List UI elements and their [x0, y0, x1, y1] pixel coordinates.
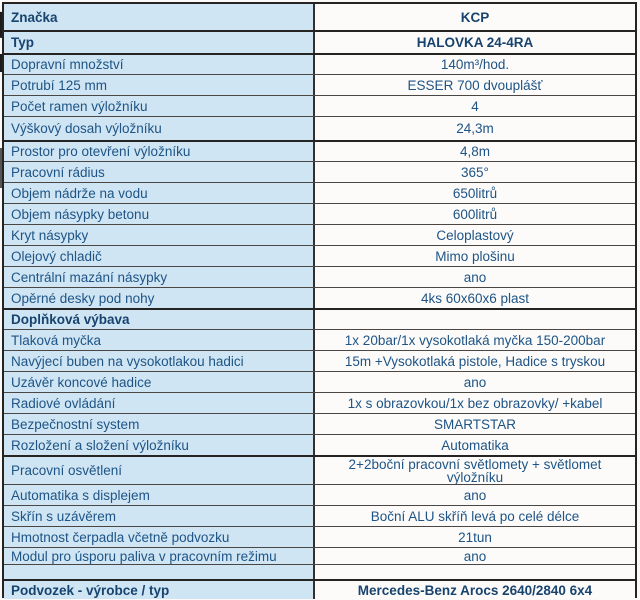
- spacer-label-cell: [4, 565, 315, 579]
- spec-value: 365°: [315, 162, 635, 182]
- table-row: [4, 547, 635, 564]
- spec-label: Automatika s displejem: [4, 485, 315, 505]
- spec-label: Hmotnost čerpadla včetně podvozku: [4, 527, 315, 547]
- spec-label: Skřín s uzávěrem: [4, 506, 315, 526]
- table-row: [4, 455, 635, 484]
- spec-label: Prostor pro otevření výložníku: [4, 142, 315, 161]
- spec-label-chassis: Podvozek - výrobce / typ: [4, 581, 315, 599]
- spec-value: 24,3m: [315, 117, 635, 140]
- spec-label: Centrální mazání násypky: [4, 267, 315, 287]
- spec-label: Potrubí 125 mm: [4, 75, 315, 95]
- spec-value-empty: [315, 310, 635, 329]
- spec-table: [2, 2, 637, 598]
- spec-label: Objem násypky betonu: [4, 204, 315, 224]
- spec-label: Kryt násypky: [4, 225, 315, 245]
- spec-value: SMARTSTAR: [315, 414, 635, 434]
- table-row: [4, 392, 635, 413]
- spec-label: Uzávěr koncové hadice: [4, 372, 315, 392]
- table-row: [4, 203, 635, 224]
- section-header-label: Doplňková výbava: [4, 310, 315, 329]
- spec-value: 4: [315, 96, 635, 116]
- spec-label: Olejový chladič: [4, 246, 315, 266]
- spec-label: Počet ramen výložníku: [4, 96, 315, 116]
- spec-label: Opěrné desky pod nohy: [4, 288, 315, 308]
- spec-value-chassis: Mercedes-Benz Arocs 2640/2840 6x4: [315, 581, 635, 599]
- table-row: [4, 526, 635, 547]
- spec-value: 600litrů: [315, 204, 635, 224]
- spec-value: 1x s obrazovkou/1x bez obrazovky/ +kabel: [315, 393, 635, 413]
- spec-label: Pracovní rádius: [4, 162, 315, 182]
- table-row: [4, 224, 635, 245]
- table-row: [4, 434, 635, 455]
- spec-label-type: Typ: [4, 32, 315, 53]
- table-row: [4, 287, 635, 308]
- table-row: [4, 413, 635, 434]
- spec-value: ano: [315, 267, 635, 287]
- spec-label-brand: Značka: [4, 4, 315, 30]
- chassis-row: [4, 579, 635, 599]
- spec-value: 15m +Vysokotlaká pistole, Hadice s tryskou: [315, 351, 635, 371]
- spec-value: ano: [315, 548, 635, 564]
- table-row: [4, 116, 635, 140]
- spec-label: Radiové ovládání: [4, 393, 315, 413]
- table-row: [4, 505, 635, 526]
- table-row: [4, 350, 635, 371]
- spec-label: Navýjecí buben na vysokotlakou hadici: [4, 351, 315, 371]
- table-row: [4, 53, 635, 74]
- spec-value: Mimo plošinu: [315, 246, 635, 266]
- table-row: [4, 4, 635, 30]
- table-row: [4, 245, 635, 266]
- spec-value: Automatika: [315, 435, 635, 455]
- spec-value: 1x 20bar/1x vysokotlaká myčka 150-200bar: [315, 330, 635, 350]
- spec-value: 140m³/hod.: [315, 55, 635, 74]
- spec-label: Výškový dosah výložníku: [4, 117, 315, 140]
- spec-value-type: HALOVKA 24-4RA: [315, 32, 635, 53]
- table-row: [4, 266, 635, 287]
- spec-value: Celoplastový: [315, 225, 635, 245]
- spec-value: 650litrů: [315, 183, 635, 203]
- spec-value: Boční ALU skříň levá po celé délce: [315, 506, 635, 526]
- spec-value: ano: [315, 372, 635, 392]
- table-row: [4, 329, 635, 350]
- spec-label: Objem nádrže na vodu: [4, 183, 315, 203]
- spec-value: 21tun: [315, 527, 635, 547]
- table-row: [4, 140, 635, 161]
- spec-label: Pracovní osvětlení: [4, 457, 315, 484]
- spec-label: Tlaková myčka: [4, 330, 315, 350]
- spec-label: Modul pro úsporu paliva v pracovním režimu: [4, 548, 315, 564]
- table-row: [4, 161, 635, 182]
- spec-value: ESSER 700 dvouplášť: [315, 75, 635, 95]
- spacer-row: [4, 564, 635, 579]
- spacer-value-cell: [315, 565, 635, 579]
- spec-value: 4,8m: [315, 142, 635, 161]
- table-row: [4, 95, 635, 116]
- spec-value: 2+2boční pracovní světlomety + světlomet výložníku: [315, 457, 635, 484]
- spec-value: 4ks 60x60x6 plast: [315, 288, 635, 308]
- table-row: [4, 74, 635, 95]
- spec-label: Bezpečnostní system: [4, 414, 315, 434]
- spec-label: Rozložení a složení výložníku: [4, 435, 315, 455]
- spec-value-brand: KCP: [315, 4, 635, 30]
- table-row: [4, 484, 635, 505]
- spec-value: ano: [315, 485, 635, 505]
- section-header-row: [4, 308, 635, 329]
- table-row: [4, 30, 635, 53]
- table-row: [4, 182, 635, 203]
- spec-label: Dopravní množství: [4, 55, 315, 74]
- table-row: [4, 371, 635, 392]
